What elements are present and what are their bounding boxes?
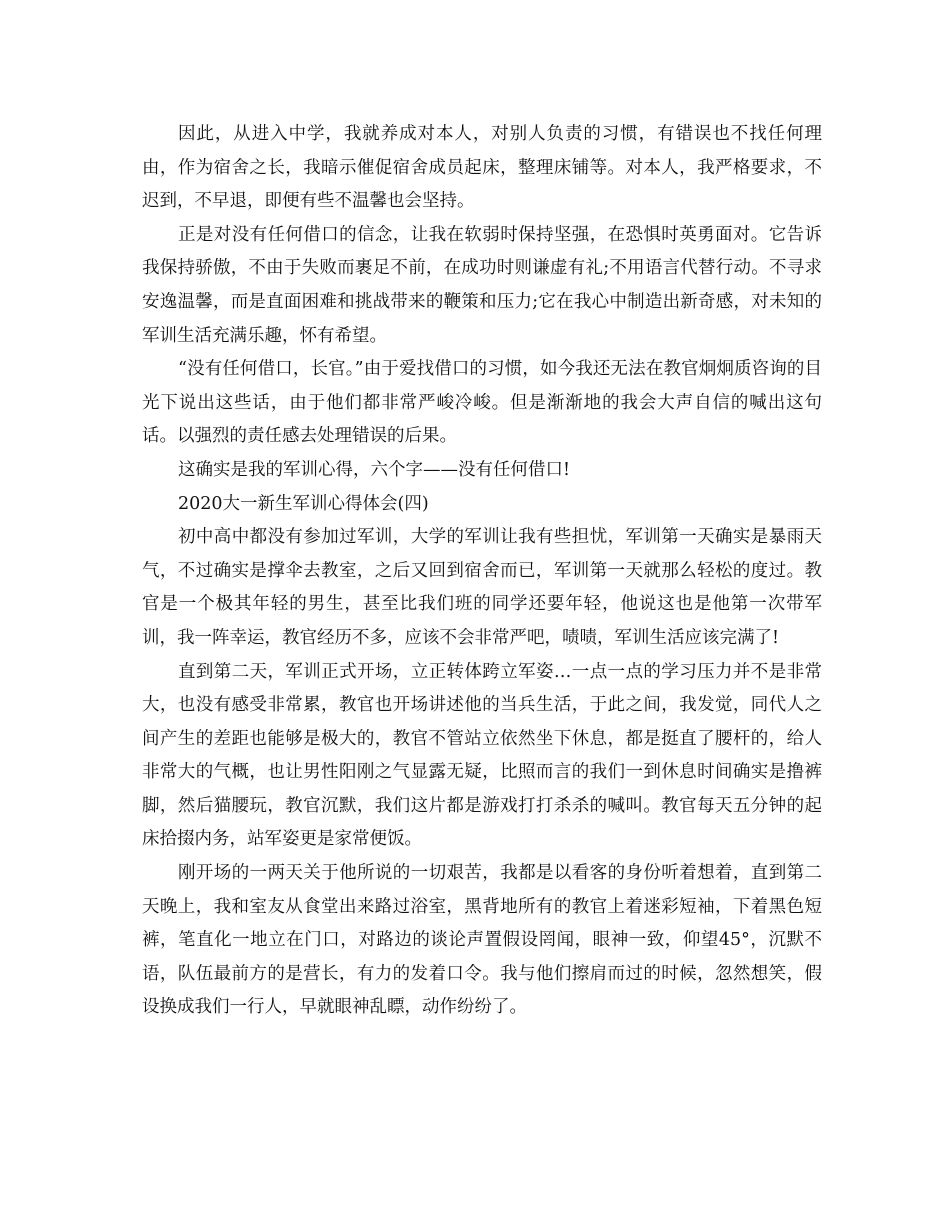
paragraph-first-day: 初中高中都没有参加过军训，大学的军训让我有些担忧，军训第一天确实是暴雨天气，不过确实是撑伞去教室，之后又回到宿舍而已，军训第一天就那么轻松的度过。教官是一个极其年轻的男生，甚至比我们班的同学还要年轻，他说这也是他第一次带军训，我一阵幸运，教官经历不多，应该不会非常严吧，啧啧，军训生活应该完满了! — [142, 527, 822, 648]
paragraph-instructors-evening: 刚开场的一两天关于他所说的一切艰苦，我都是以看客的身份听着想着，直到第二天晚上，我和室友从食堂出来路过浴室，黑背地所有的教官上着迷彩短袖，下着黑色短裤，笔直化一地立在门口，对路边的谈论声置假设罔闻，眼神一致，仰望45°，沉默不语，队伍最前方的是营长，有力的发着口令。我与他们擦肩而过的时候，忽然想笑，假设换成我们一行人，早就眼神乱瞟，动作纷纷了。 — [142, 863, 822, 1018]
section-heading: 2020大一新生军训心得体会(四) — [178, 493, 429, 514]
paragraph-no-excuse-belief: 正是对没有任何借口的信念，让我在软弱时保持坚强，在恐惧时英勇面对。它告诉我保持骄傲，不由于失败而裹足不前，在成功时则谦虚有礼;不用语言代替行动。不寻求安逸温馨，而是直面困难和挑战带来的鞭策和压力;它在我心中制造出新奇感，对未知的军训生活充满乐趣，怀有希望。 — [142, 224, 822, 346]
paragraph-no-excuse-sir: “没有任何借口，长官。”由于爱找借口的习惯，如今我还无法在教官炯炯质咨询的目光下说出这些话，由于他们都非常严峻冷峻。但是渐渐地的我会大声自信的喊出这句话。以强烈的责任感去处理错误的后果。 — [142, 359, 822, 447]
paragraph-responsibility-habit: 因此，从进入中学，我就养成对本人，对别人负责的习惯，有错误也不找任何理由，作为宿舍之长，我暗示催促宿舍成员起床，整理床铺等。对本人，我严格要求，不迟到，不早退，即便有些不温馨也会坚持。 — [142, 124, 822, 212]
document-page — [142, 118, 822, 1025]
paragraph-second-day: 直到第二天，军训正式开场，立正转体跨立军姿…一点一点的学习压力并不是非常大，也没有感受非常累，教官也开场讲述他的当兵生活，于此之间，我发觉，同代人之间产生的差距也能够是极大的，教官不管站立依然坐下休息，都是挺直了腰杆的，给人非常大的气概，也让男性阳刚之气显露无疑，比照而言的我们一到休息时间确实是撸裤脚，然后猫腰玩，教官沉默，我们这片都是游戏打打杀杀的喊叫。教官每天五分钟的起床拾掇内务，站军姿更是家常便饭。 — [142, 661, 822, 850]
paragraph-summary: 这确实是我的军训心得，六个字——没有任何借口! — [178, 459, 571, 480]
